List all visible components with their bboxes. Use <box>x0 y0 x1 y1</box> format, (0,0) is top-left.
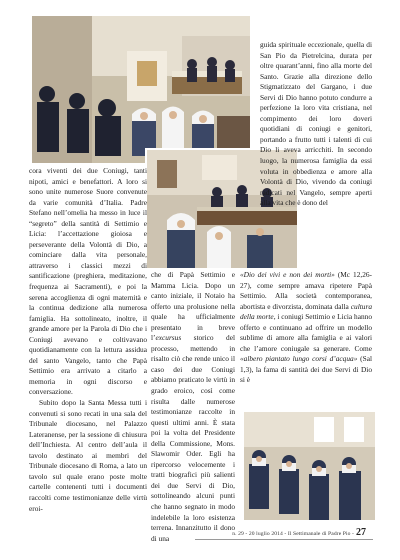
right-bottom-ref2: (Sal 1,3), la fama di santità dei due Servi di Dio si è <box>240 354 372 385</box>
church-mass-photo <box>32 16 250 163</box>
right-bottom-rest: , i coniugi Settimio e Licia hanno offerto e continuano ad offrire un modello sublime di amore alla famiglia e ai valori che l’amore coniugale sa generare. Come <box>240 312 372 353</box>
footer-divider <box>195 539 373 540</box>
left-text-column <box>29 166 147 514</box>
left-paragraph-2: Subito dopo la Santa Messa tutti i convenuti si sono recati in una sala del Tribunale diocesano, nel Palazzo Lateranense, per la sessione di chiusura dell’Inchiesta. Al centro dell’aula il tavolo destinato ai membri del Tribunale diocesano di Roma, a lato un tavolo sul quale erano poste molte cartelle contenenti tutti i documenti raccolti come testimonianze delle virtù eroi- <box>29 398 147 513</box>
middle-text-column <box>151 270 235 544</box>
right-bottom-ref: (Mc 12,26-27), come sempre amava ripetere Papà Settimio. Alla società contemporanea, abortista e divorzista, dominata dalla <box>240 270 372 311</box>
audience-nuns-photo <box>244 412 375 520</box>
middle-text-b: storico del processo, mettendo in risalto ciò che rende unico il caso dei due Coniugi abbiamo praticato le virtù in grado eroico, così come risulta dalle numerose testimonianze raccolte in questi ultimi anni. È stata poi la volta del Presidente della Commissione, Mons. Slawomir Oder. Egli ha ripercorso velocemente i tratti biografici più salienti dei due Servi di Dio, sottolineando alcuni punti che hanno segnato in modo indelebile la loro esistenza terrena. Innanzitutto il dono di una <box>151 333 235 543</box>
right-bottom-quote2: «albero piantato lungo corsi d’acqua» <box>240 354 358 364</box>
footer-issue-text: n. 29 - 20 luglio 2014 - Il Settimanale di Padre Pio - <box>232 531 354 537</box>
left-paragraph-1: cora viventi dei due Coniugi, tanti nipoti, amici e benefattori. A loro si sono unite numerose Suore convenute da varie comunità d’Italia. Padre Stefano nell’omelia ha messo in luce il “segreto” della santità di Settimio e Licia: l’accettazione gioiosa e perseverante della Volontà di Dio, a cominciare dalla vita personale, attraverso i classici mezzi di santificazione (preghiera, meditazione, frequenza ai Sacramenti), e poi la serena accoglienza di ogni maternità e la continua dedizione alla numerosa famiglia. Ha sottolineato, inoltre, il grande amore per la Parola di Dio che i Coniugi avevano e coltivavano quotidianamente con la lettura assidua del santo Vangelo, tanto che Papà Settimio era arrivato a citarlo a memoria in ogni discorso e conversazione. <box>29 166 147 397</box>
page-footer <box>0 524 400 560</box>
middle-paragraph <box>151 270 235 544</box>
page-number: 27 <box>356 527 366 538</box>
middle-text-italic: excursus <box>155 333 182 343</box>
right-bottom-culture: cultura della morte <box>240 301 372 322</box>
middle-text-a: che di Papà Settimio e Mamma Licia. Dopo un canto iniziale, il Notaio ha offerto una prolusione nella quale ha ufficialmente presentato in breve l’ <box>151 270 235 343</box>
right-top-paragraph: guida spirituale eccezionale, quella di San Pio da Pietrelcina, durata per oltre quarant’anni, fino alla morte del Santo. Grazie alla direzione dello Stigmatizzato del Gargano, i due Servi di Dio hanno potuto condurre a perfezione la loro vita cristiana, nel compimento dei loro doveri quotidiani di coniugi e genitori, portando a frutto tutti i talenti di cui Dio li aveva arricchiti. In secondo luogo, la numerosa famiglia da essi voluta in obbedienza e amore alla Volontà di Dio, vivendo da coniugi radicati nel Vangelo, sempre aperti alla vita che è dono del <box>260 40 372 208</box>
right-top-text-column <box>260 40 372 209</box>
right-bottom-text-column <box>240 270 372 386</box>
right-bottom-paragraph <box>240 270 372 386</box>
right-bottom-quote: «Dio dei vivi e non dei morti» <box>240 270 335 279</box>
